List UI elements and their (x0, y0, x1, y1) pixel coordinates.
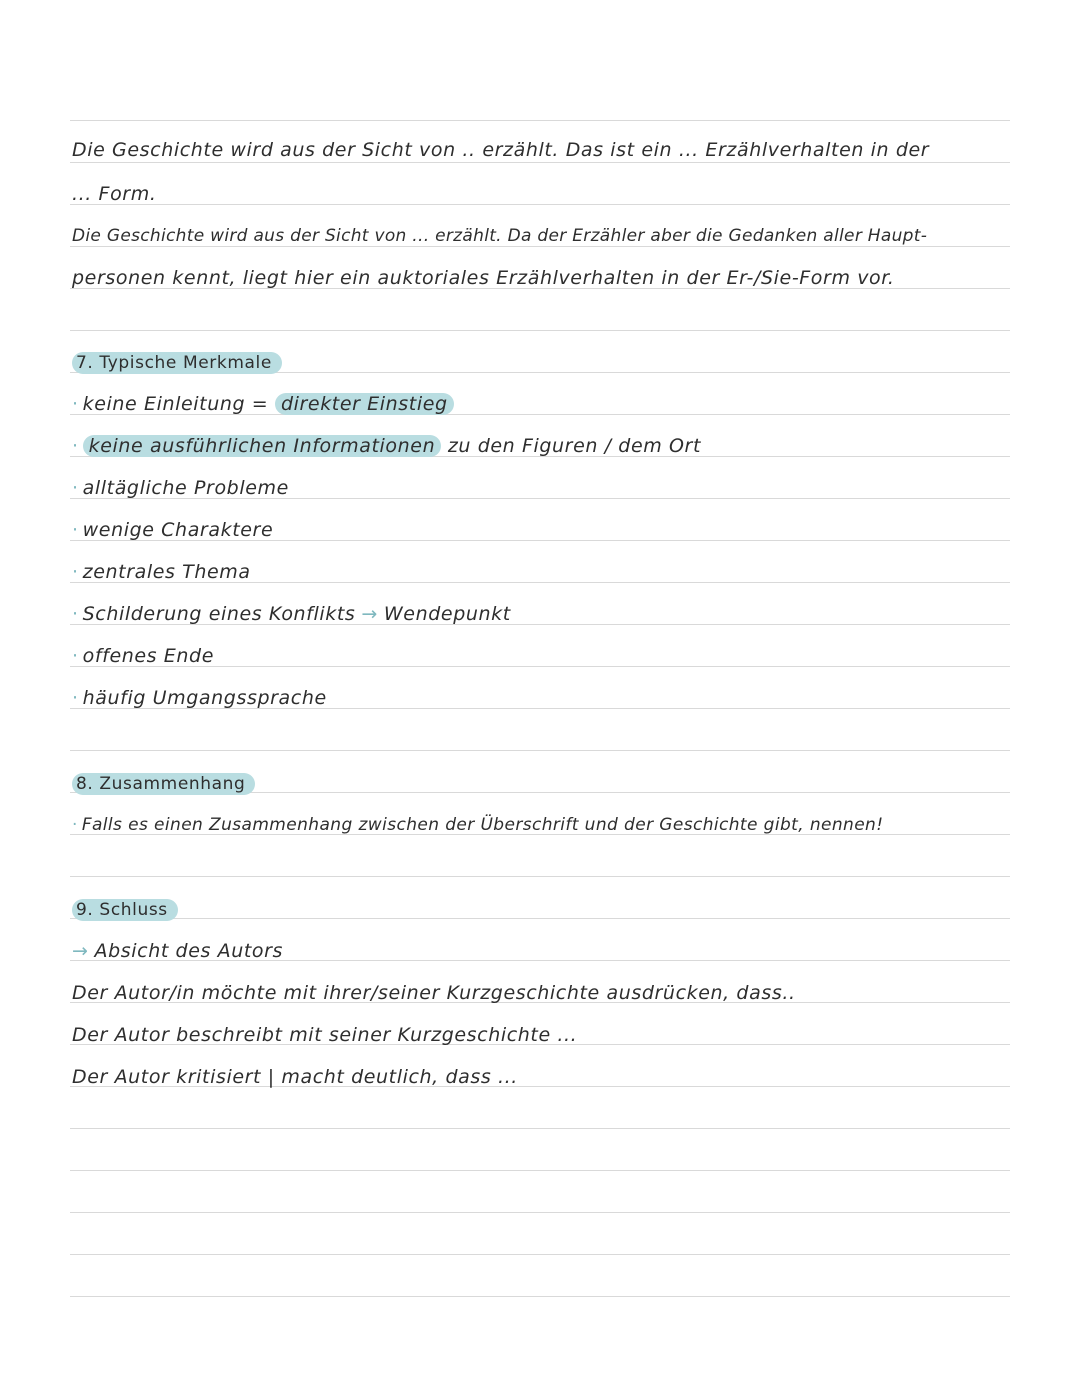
list-item (72, 392, 454, 416)
ruled-line (70, 1170, 1010, 1171)
intro-line-3: Die Geschichte wird aus der Sicht von ... erzählt. Da der Erzähler aber die Gedanken aller Haupt- (72, 226, 928, 246)
ruled-line (70, 750, 1010, 751)
bullet-icon: · (72, 561, 79, 583)
section-9-line-2: Der Autor beschreibt mit seiner Kurzgeschichte ... (72, 1024, 578, 1046)
section-8-heading-row (72, 771, 255, 796)
intro-line-2: ... Form. (72, 183, 157, 205)
item-text: keine Einleitung = (82, 393, 275, 415)
bullet-icon: · (72, 435, 79, 457)
item-text: zu den Figuren / dem Ort (441, 435, 701, 457)
section-8-text-row (72, 813, 883, 837)
ruled-line (70, 1254, 1010, 1255)
section-8-text: Falls es einen Zusammenhang zwischen der Überschrift und der Geschichte gibt, nennen! (81, 815, 884, 835)
bullet-icon: · (72, 687, 79, 709)
ruled-line (70, 162, 1010, 163)
ruled-line (70, 918, 1010, 919)
section-9-heading-row (72, 897, 178, 922)
bullet-icon: · (72, 603, 79, 625)
section-7-heading: 7. Typische Merkmale (72, 352, 282, 374)
section-8-heading: 8. Zusammenhang (72, 773, 255, 795)
ruled-line (70, 330, 1010, 331)
section-9-line-3: Der Autor kritisiert | macht deutlich, dass ... (72, 1066, 518, 1088)
section-7-heading-row (72, 350, 282, 375)
list-item (72, 644, 214, 668)
item-text: wenige Charaktere (82, 519, 274, 541)
highlighted-text: direkter Einstieg (275, 393, 454, 415)
ruled-line (70, 1212, 1010, 1213)
list-item (72, 560, 251, 584)
item-text: häufig Umgangssprache (82, 687, 327, 709)
list-item (72, 686, 327, 710)
highlighted-text: keine ausführlichen Informationen (83, 435, 442, 457)
bullet-icon: · (72, 519, 79, 541)
ruled-line (70, 120, 1010, 121)
section-9-line-1: Der Autor/in möchte mit ihrer/seiner Kurzgeschichte ausdrücken, dass.. (72, 982, 796, 1004)
intro-line-1: Die Geschichte wird aus der Sicht von .. erzählt. Das ist ein ... Erzählverhalten in der (72, 139, 930, 161)
list-item (72, 518, 273, 542)
bullet-icon: · (72, 815, 78, 835)
item-text: alltägliche Probleme (82, 477, 289, 499)
ruled-line (70, 1296, 1010, 1297)
list-item (72, 476, 289, 500)
list-item (72, 602, 511, 626)
intro-line-4: personen kennt, liegt hier ein auktoriales Erzählverhalten in der Er-/Sie-Form vor. (72, 267, 895, 289)
bullet-icon: · (72, 645, 79, 667)
item-text: zentrales Thema (82, 561, 251, 583)
section-9-sub-row (72, 939, 283, 963)
ruled-line (70, 204, 1010, 205)
list-item (72, 434, 701, 458)
bullet-icon: · (72, 393, 79, 415)
ruled-line (70, 1128, 1010, 1129)
section-9-heading: 9. Schluss (72, 899, 178, 921)
arrow-right-icon: → (361, 603, 378, 625)
section-9-sub: Absicht des Autors (94, 940, 284, 962)
item-text: Wendepunkt (383, 603, 511, 625)
item-text: Schilderung eines Konflikts (82, 603, 356, 625)
bullet-icon: · (72, 477, 79, 499)
ruled-line (70, 876, 1010, 877)
item-text: offenes Ende (82, 645, 214, 667)
arrow-right-icon: → (72, 940, 89, 962)
